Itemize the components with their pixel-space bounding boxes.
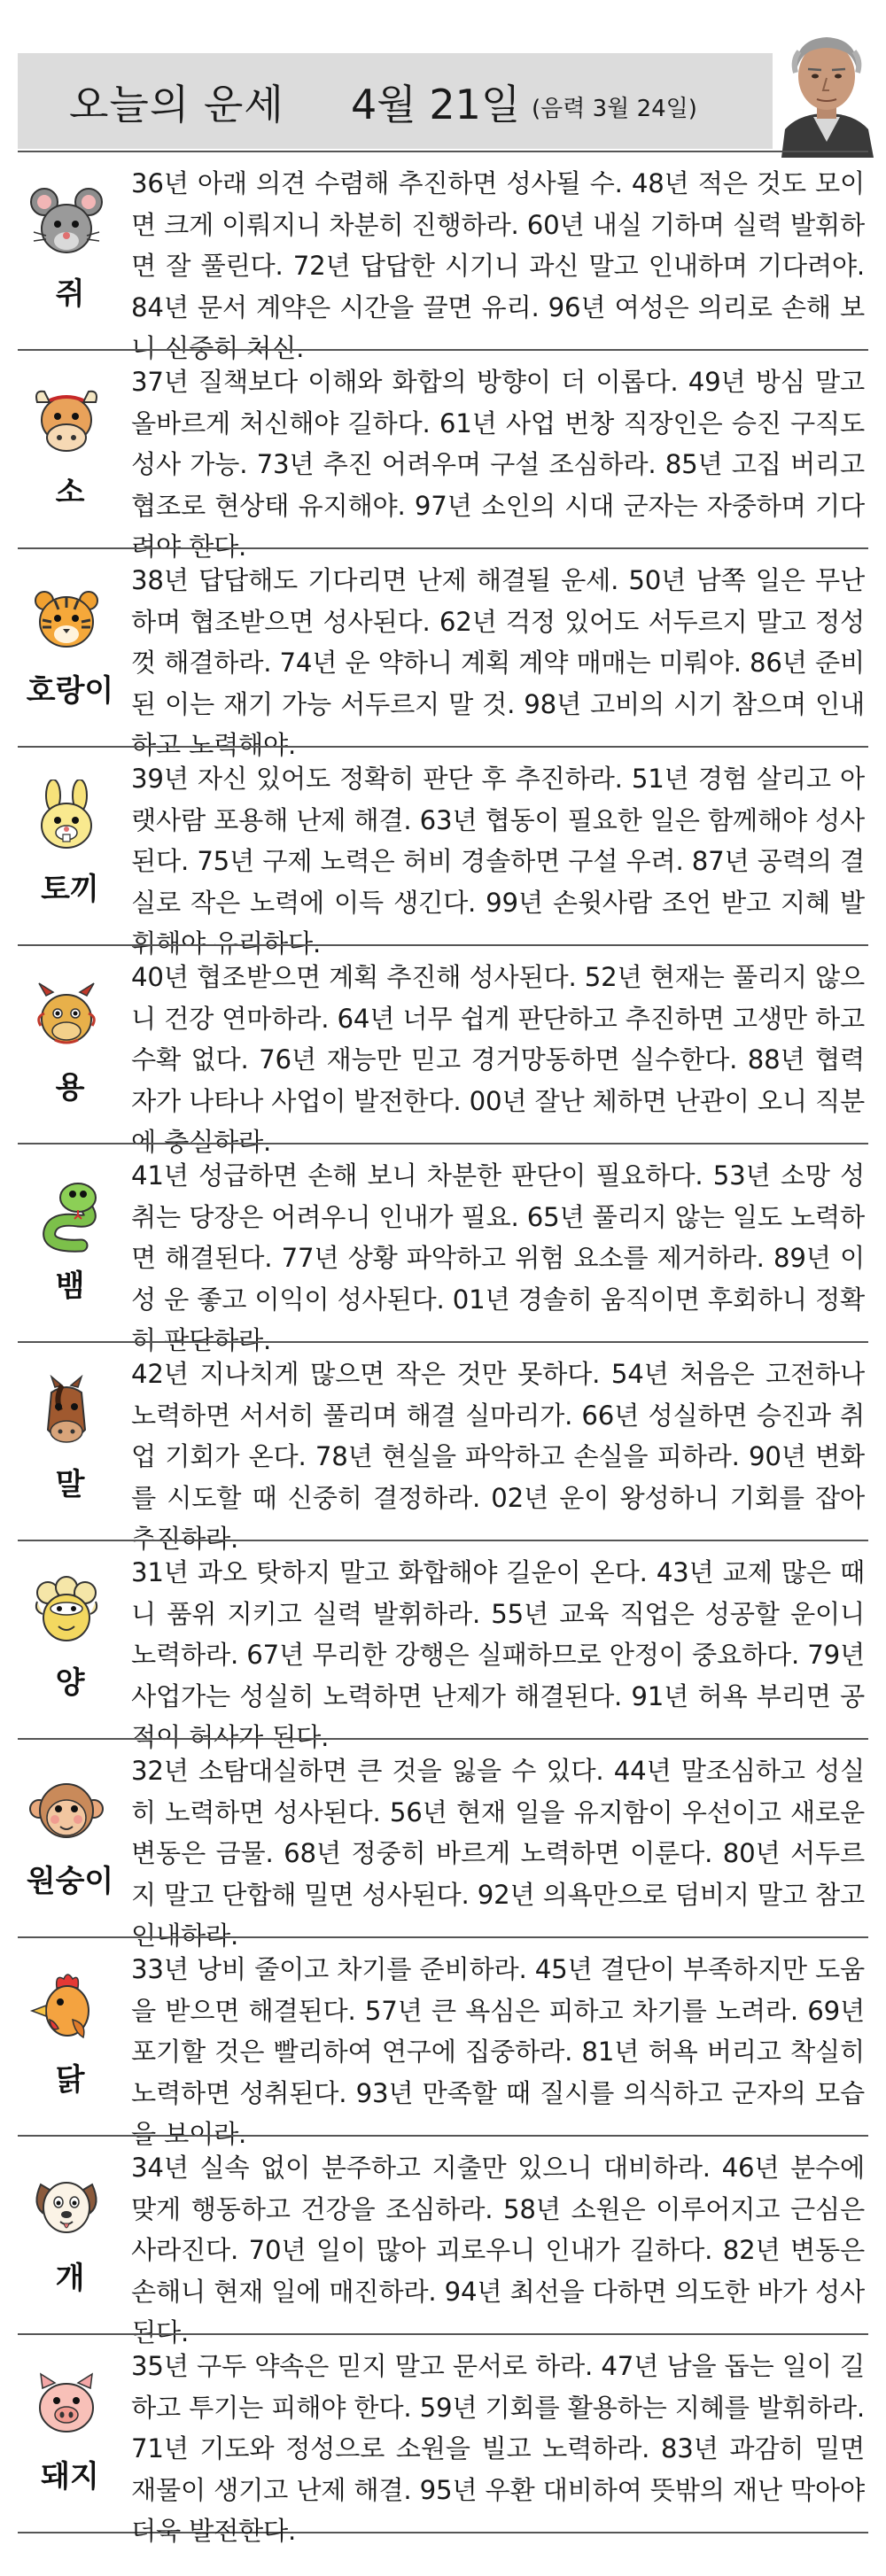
animal-name: 개 xyxy=(55,2261,85,2296)
fortune-row-snake xyxy=(18,1143,868,1355)
date-label: 4월 21일 xyxy=(351,81,521,128)
animal-name: 뱀 xyxy=(55,1269,85,1304)
animal-name: 토끼 xyxy=(41,872,99,907)
animal-column xyxy=(18,351,122,547)
animal-column xyxy=(18,1740,122,1936)
animal-name: 돼지 xyxy=(41,2459,99,2495)
dog-icon xyxy=(28,2169,105,2245)
rat-icon xyxy=(28,184,105,260)
dragon-icon xyxy=(28,978,105,1054)
animal-column xyxy=(18,549,122,746)
sheep-icon xyxy=(28,1573,105,1649)
animal-name: 양 xyxy=(55,1665,85,1701)
fortune-row-sheep xyxy=(18,1540,868,1752)
snake-icon xyxy=(28,1176,105,1253)
fortune-text: 37년 질책보다 이해와 화합의 방향이 더 이롭다. 49년 방심 말고 올바르게 처신해야 길하다. 61년 사업 번창 직장인은 승진 구직도 성사 가능. 73년 추진 어려우며 구설 조심하라. 85년 고집 버리고 협조로 현상태 유지해야. 97년 소인의 시대 군자는 자중하며 기다려야 한다. xyxy=(131,367,865,562)
animal-column xyxy=(18,1938,122,2135)
fortune-text: 40년 협조받으면 계획 추진해 성사된다. 52년 현재는 풀리지 않으니 건강 연마하라. 64년 너무 쉽게 판단하고 추진하면 고생만 하고 수확 없다. 76년 재능만 믿고 경거망동하면 실수한다. 88년 협력자가 나타나 사업이 발전한다. 00년 잘난 체하면 난관이 오니 직분에 충실하라. xyxy=(131,962,865,1157)
fortune-row-rabbit xyxy=(18,746,868,958)
fortune-text: 36년 아래 의견 수렴해 추진하면 성사될 수. 48년 적은 것도 모이면 크게 이뤄지니 차분히 진행하라. 60년 내실 기하며 실력 발휘하면 잘 풀린다. 72년 답답한 시기니 과신 말고 인내하며 기다려야. 84년 문서 계약은 시간을 끌면 유리. 96년 여성은 의리로 손해 보니 신중히 처신. xyxy=(131,168,865,363)
animal-column xyxy=(18,1144,122,1341)
author-photo xyxy=(773,25,881,158)
animal-name: 쥐 xyxy=(55,276,85,312)
fortune-text: 42년 지나치게 많으면 작은 것만 못하다. 54년 처음은 고전하나 노력하면 서서히 풀리며 해결 실마리가. 66년 성실하면 승진과 취업 기회가 온다. 78년 현실을 파악하고 손실을 피하라. 90년 변화를 시도할 때 신중히 결정하라. 02년 운이 왕성하니 기회를 잡아 추진하라. xyxy=(131,1359,865,1554)
fortune-text: 32년 소탐대실하면 큰 것을 잃을 수 있다. 44년 말조심하고 성실히 노력하면 성사된다. 56년 현재 일을 유지함이 우선이고 새로운 변동은 금물. 68년 정중히 바르게 노력하면 이룬다. 80년 서두르지 말고 단합해 밀면 성사된다. 92년 의욕만으로 덤비지 말고 참고 인내하라. xyxy=(131,1756,865,1951)
rabbit-icon xyxy=(28,780,105,856)
fortune-list xyxy=(18,151,868,2546)
fortune-text: 35년 구두 약속은 믿지 말고 문서로 하라. 47년 남을 돕는 일이 길하고 투기는 피해야 한다. 59년 기회를 활용하는 지혜를 발휘하라. 71년 기도와 정성으로 소원을 빌고 노력하라. 83년 과감히 밀면 재물이 생기고 난제 해결. 95년 우환 대비하여 뜻밖의 재난 막아야 더욱 발전한다. xyxy=(131,2351,865,2546)
fortune-text: 39년 자신 있어도 정확히 판단 후 추진하라. 51년 경험 살리고 아랫사람 포용해 난제 해결. 63년 협동이 필요한 일은 함께해야 성사된다. 75년 구제 노력은 허비 경솔하면 구설 우려. 87년 공력의 결실로 작은 노력에 이득 생긴다. 99년 손윗사람 조언 받고 지혜 발휘해야 유리하다. xyxy=(131,764,865,958)
fortune-row-horse xyxy=(18,1341,868,1554)
fortune-text: 31년 과오 탓하지 말고 화합해야 길운이 온다. 43년 교제 많은 때니 품위 지키고 실력 발휘하라. 55년 교육 직업은 성공할 운이니 노력하라. 67년 무리한 강행은 실패하므로 안정이 중요하다. 79년 사업가는 성실히 노력하면 난제가 해결된다. 91년 허욕 부리면 공적이 허사가 된다. xyxy=(131,1557,865,1752)
fortune-row-dog xyxy=(18,2135,868,2347)
page-header xyxy=(18,53,789,149)
fortune-row-tiger xyxy=(18,547,868,760)
ox-icon xyxy=(28,383,105,459)
fortune-text: 34년 실속 없이 분주하고 지출만 있으니 대비하라. 46년 분수에 맞게 행동하고 건강을 조심하라. 58년 소원은 이루어지고 근심은 사라진다. 70년 일이 많아 괴로우니 인내가 길하다. 82년 변동은 손해니 현재 일에 매진하라. 94년 최선을 다하면 의도한 바가 성사된다. xyxy=(131,2153,865,2347)
rooster-icon xyxy=(28,1970,105,2046)
fortune-text: 41년 성급하면 손해 보니 차분한 판단이 필요하다. 53년 소망 성취는 당장은 어려우니 인내가 필요. 65년 풀리지 않는 일도 노력하면 해결된다. 77년 상황 파악하고 위험 요소를 제거하라. 89년 이성 운 좋고 이익이 성사된다. 01년 경솔히 움직이면 후회하니 정확히 판단하라. xyxy=(131,1160,865,1355)
tiger-icon xyxy=(28,581,105,657)
animal-column xyxy=(18,748,122,944)
animal-column xyxy=(18,2137,122,2333)
animal-name: 말 xyxy=(55,1467,85,1502)
animal-name: 호랑이 xyxy=(26,673,114,709)
animal-column xyxy=(18,1343,122,1540)
horse-icon xyxy=(28,1375,105,1451)
fortune-row-pig xyxy=(18,2333,868,2546)
animal-name: 용 xyxy=(55,1070,85,1106)
fortune-text: 38년 답답해도 기다리면 난제 해결될 운세. 50년 남쪽 일은 무난하며 협조받으면 성사된다. 62년 걱정 있어도 서두르지 말고 정성껏 해결하라. 74년 운 약하니 계획 계약 매매는 미뤄야. 86년 준비된 이는 재기 가능 서두르지 말 것. 98년 고비의 시기 참으며 인내하고 노력해야. xyxy=(131,565,865,760)
animal-name: 닭 xyxy=(55,2062,85,2098)
fortune-row-monkey xyxy=(18,1738,868,1951)
fortune-text: 33년 낭비 줄이고 차기를 준비하라. 45년 결단이 부족하지만 도움을 받으면 해결된다. 57년 큰 욕심은 피하고 차기를 노려라. 69년 포기할 것은 빨리하여 연구에 집중하라. 81년 허욕 버리고 착실히 노력하면 성취된다. 93년 만족할 때 질시를 의식하고 군자의 모습을 보이라. xyxy=(131,1954,865,2149)
animal-name: 소 xyxy=(55,475,85,510)
animal-name: 원숭이 xyxy=(26,1864,114,1899)
animal-column xyxy=(18,946,122,1143)
fortune-row-dragon xyxy=(18,944,868,1157)
animal-column xyxy=(18,152,122,349)
animal-column xyxy=(18,1541,122,1738)
page-title: 오늘의 운세 xyxy=(69,81,284,128)
fortune-row-rooster xyxy=(18,1936,868,2149)
monkey-icon xyxy=(28,1772,105,1848)
pig-icon xyxy=(28,2367,105,2443)
fortune-row-rat xyxy=(18,151,868,363)
animal-column xyxy=(18,2335,122,2532)
lunar-date-label: (음력 3월 24일) xyxy=(532,96,697,122)
fortune-row-ox xyxy=(18,349,868,562)
